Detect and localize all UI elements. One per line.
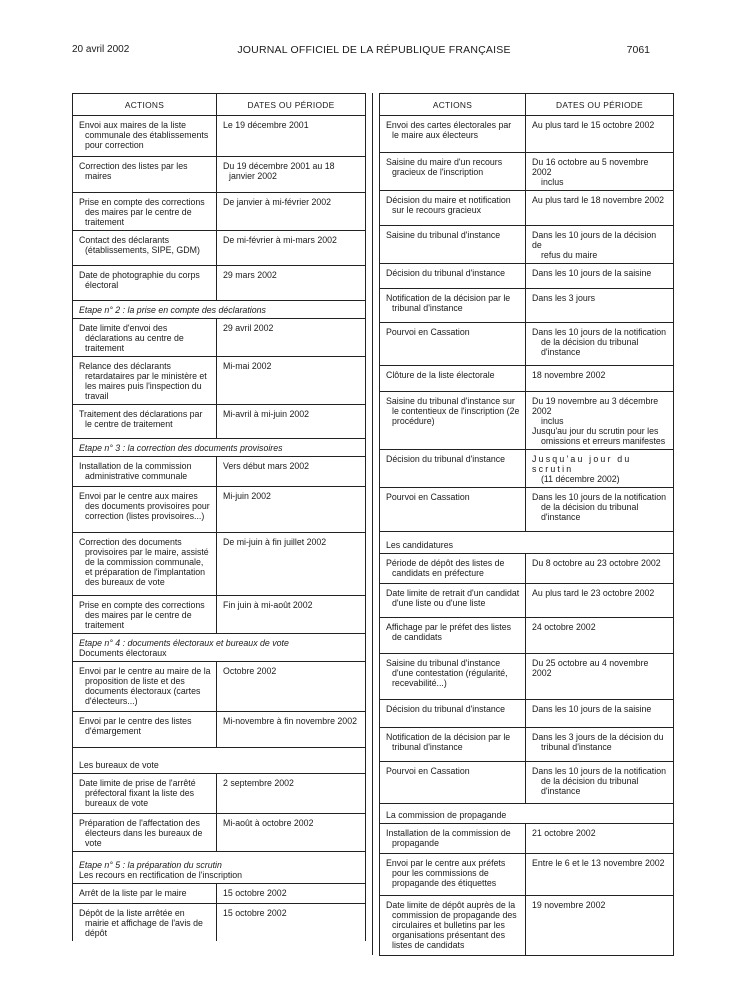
section-heading: Les candidatures (380, 532, 674, 554)
action-cell: Dépôt de la liste arrêtée en mairie et affichage de l'avis de dépôt (73, 904, 217, 942)
action-cell: Notification de la décision par le tribunal d'instance (380, 728, 526, 762)
date-cell: Au plus tard le 18 novembre 2002 (526, 191, 674, 226)
action-cell: Envoi aux maires de la liste communale des établissements pour correction (73, 116, 217, 157)
action-cell: Prise en compte des corrections des maires par le centre de traitement (73, 596, 217, 634)
date-cell: Du 19 novembre au 3 décembre 2002 inclus Jusqu'au jour du scrutin pour les omissions et erreurs manifestes (526, 392, 674, 450)
action-cell: Envoi par le centre aux préfets pour les commissions de propagande des étiquettes (380, 854, 526, 896)
section-row (73, 852, 366, 884)
table-row (73, 533, 366, 596)
date-cell: 24 octobre 2002 (526, 618, 674, 654)
table-row (380, 618, 674, 654)
table-row (380, 762, 674, 804)
action-cell: Installation de la commission administrative communale (73, 457, 217, 487)
table-row (380, 226, 674, 264)
table-row (73, 774, 366, 814)
date-cell: Le 19 décembre 2001 (217, 116, 366, 157)
table-row (380, 116, 674, 153)
section-row (73, 748, 366, 774)
date-cell: Dans les 10 jours de la notification de la décision du tribunal d'instance (526, 488, 674, 532)
section-row (380, 532, 674, 554)
action-cell: Pourvoi en Cassation (380, 762, 526, 804)
action-cell: Relance des déclarants retardataires par le ministère et les maires puis l'inspection du travail (73, 357, 217, 405)
section-subheading: Les recours en rectification de l'inscription (79, 870, 243, 880)
action-cell: Date de photographie du corps électoral (73, 266, 217, 301)
section-heading: Les bureaux de vote (73, 748, 366, 774)
table-row (380, 854, 674, 896)
table-row (380, 700, 674, 728)
action-cell: Date limite de prise de l'arrêté préfectoral fixant la liste des bureaux de vote (73, 774, 217, 814)
action-cell: Notification de la décision par le tribunal d'instance (380, 289, 526, 323)
action-cell: Saisine du tribunal d'instance sur le contentieux de l'inscription (2e procédure) (380, 392, 526, 450)
date-cell: Fin juin à mi-août 2002 (217, 596, 366, 634)
table-row (380, 264, 674, 289)
date-cell: Dans les 10 jours de la saisine (526, 264, 674, 289)
section-heading: La commission de propagande (380, 804, 674, 824)
date-cell: 19 novembre 2002 (526, 896, 674, 956)
column-header-dates: DATES OU PÉRIODE (526, 94, 674, 116)
column-separator (372, 93, 373, 955)
date-cell: Dans les 10 jours de la notification de la décision du tribunal d'instance (526, 323, 674, 366)
date-cell: 15 octobre 2002 (217, 904, 366, 942)
table-row (380, 323, 674, 366)
date-cell: Mi-juin 2002 (217, 487, 366, 533)
action-cell: Traitement des déclarations par le centre de traitement (73, 405, 217, 439)
action-cell: Correction des listes par les maires (73, 157, 217, 193)
table-row (73, 596, 366, 634)
date-cell: Mi-novembre à fin novembre 2002 (217, 712, 366, 748)
table-row (380, 289, 674, 323)
action-cell: Saisine du tribunal d'instance (380, 226, 526, 264)
action-cell: Envoi par le centre au maire de la proposition de liste et des documents électoraux (cartes d'électeurs...) (73, 662, 217, 712)
action-cell: Date limite de retrait d'un candidat d'une liste ou d'une liste (380, 584, 526, 618)
table-row (73, 193, 366, 231)
date-cell: Mi-août à octobre 2002 (217, 814, 366, 852)
column-header-actions: ACTIONS (380, 94, 526, 116)
section-row (73, 439, 366, 457)
schedule-table-right (379, 93, 673, 956)
table-row (73, 405, 366, 439)
table-row (380, 824, 674, 854)
page-number: 7061 (626, 44, 650, 56)
date-cell: Entre le 6 et le 13 novembre 2002 (526, 854, 674, 896)
date-cell: Au plus tard le 15 octobre 2002 (526, 116, 674, 153)
date-cell: De mi-février à mi-mars 2002 (217, 231, 366, 266)
date-cell: Dans les 10 jours de la notification de la décision du tribunal d'instance (526, 762, 674, 804)
action-cell: Décision du tribunal d'instance (380, 264, 526, 289)
table-row (380, 584, 674, 618)
table-row (380, 153, 674, 191)
action-cell: Décision du maire et notification sur le recours gracieux (380, 191, 526, 226)
table-row (380, 554, 674, 584)
action-cell: Pourvoi en Cassation (380, 488, 526, 532)
date-cell: Du 25 octobre au 4 novembre 2002 (526, 654, 674, 700)
date-cell: Mi-mai 2002 (217, 357, 366, 405)
date-cell: 29 avril 2002 (217, 319, 366, 357)
section-subheading: Documents électoraux (79, 648, 167, 658)
action-cell: Arrêt de la liste par le maire (73, 884, 217, 904)
section-row (380, 804, 674, 824)
date-cell: Dans les 10 jours de la décision de refus du maire (526, 226, 674, 264)
header-date: 20 avril 2002 (72, 44, 130, 55)
table-row (380, 191, 674, 226)
date-cell: 18 novembre 2002 (526, 366, 674, 392)
date-cell: Dans les 10 jours de la saisine (526, 700, 674, 728)
action-cell: Saisine du tribunal d'instance d'une contestation (régularité, recevabilité...) (380, 654, 526, 700)
table-row (73, 157, 366, 193)
date-cell: De janvier à mi-février 2002 (217, 193, 366, 231)
table-row (380, 488, 674, 532)
column-header-dates: DATES OU PÉRIODE (217, 94, 366, 116)
action-cell: Envoi par le centre aux maires des documents provisoires pour correction (listes provisoires...) (73, 487, 217, 533)
table-row (380, 728, 674, 762)
date-cell: Vers début mars 2002 (217, 457, 366, 487)
table-row (380, 654, 674, 700)
date-cell: Au plus tard le 23 octobre 2002 (526, 584, 674, 618)
date-cell: Dans les 3 jours (526, 289, 674, 323)
date-cell: Dans les 3 jours de la décision du tribunal d'instance (526, 728, 674, 762)
date-cell: Octobre 2002 (217, 662, 366, 712)
action-cell: Clôture de la liste électorale (380, 366, 526, 392)
table-row (73, 884, 366, 904)
table-row (73, 712, 366, 748)
table-row (73, 231, 366, 266)
action-cell: Correction des documents provisoires par le maire, assisté de la commission communale, et préparation de l'implantation des bureaux de vote (73, 533, 217, 596)
table-row (73, 814, 366, 852)
action-cell: Décision du tribunal d'instance (380, 450, 526, 488)
action-cell: Contact des déclarants (établissements, SIPE, GDM) (73, 231, 217, 266)
action-cell: Prise en compte des corrections des maires par le centre de traitement (73, 193, 217, 231)
table-row (73, 357, 366, 405)
date-cell: 2 septembre 2002 (217, 774, 366, 814)
column-header-actions: ACTIONS (73, 94, 217, 116)
table-row (73, 266, 366, 301)
action-cell: Date limite de dépôt auprès de la commission de propagande des circulaires et bulletins par les organisations présentant des listes de candidats (380, 896, 526, 956)
date-cell: Du 16 octobre au 5 novembre 2002 inclus (526, 153, 674, 191)
table-row (380, 450, 674, 488)
section-heading: Etape n° 4 : documents électoraux et bureaux de vote Documents électoraux (73, 634, 366, 662)
journal-title: JOURNAL OFFICIEL DE LA RÉPUBLIQUE FRANÇAISE (237, 44, 511, 56)
table-row (73, 904, 366, 942)
section-heading: Etape n° 3 : la correction des documents provisoires (73, 439, 366, 457)
date-cell: 15 octobre 2002 (217, 884, 366, 904)
table-row (73, 457, 366, 487)
table-row (73, 116, 366, 157)
date-cell: Mi-avril à mi-juin 2002 (217, 405, 366, 439)
action-cell: Pourvoi en Cassation (380, 323, 526, 366)
table-row (380, 896, 674, 956)
action-cell: Décision du tribunal d'instance (380, 700, 526, 728)
section-row (73, 301, 366, 319)
table-row (73, 319, 366, 357)
section-heading: Etape n° 2 : la prise en compte des déclarations (73, 301, 366, 319)
section-heading: Etape n° 5 : la préparation du scrutin Les recours en rectification de l'inscription (73, 852, 366, 884)
schedule-table-left (72, 93, 365, 941)
date-cell: 29 mars 2002 (217, 266, 366, 301)
date-cell: 21 octobre 2002 (526, 824, 674, 854)
action-cell: Envoi des cartes électorales par le maire aux électeurs (380, 116, 526, 153)
table-row (380, 392, 674, 450)
section-row (73, 634, 366, 662)
date-cell: Jusqu'au jour du scrutin (11 décembre 2002) (526, 450, 674, 488)
action-cell: Date limite d'envoi des déclarations au centre de traitement (73, 319, 217, 357)
action-cell: Affichage par le préfet des listes de candidats (380, 618, 526, 654)
action-cell: Période de dépôt des listes de candidats en préfecture (380, 554, 526, 584)
action-cell: Préparation de l'affectation des électeurs dans les bureaux de vote (73, 814, 217, 852)
action-cell: Envoi par le centre des listes d'émargement (73, 712, 217, 748)
table-row (380, 366, 674, 392)
table-row (73, 662, 366, 712)
table-row (73, 487, 366, 533)
date-cell: Du 19 décembre 2001 au 18 janvier 2002 (217, 157, 366, 193)
date-cell: Du 8 octobre au 23 octobre 2002 (526, 554, 674, 584)
action-cell: Saisine du maire d'un recours gracieux de l'inscription (380, 153, 526, 191)
date-cell: De mi-juin à fin juillet 2002 (217, 533, 366, 596)
action-cell: Installation de la commission de propagande (380, 824, 526, 854)
